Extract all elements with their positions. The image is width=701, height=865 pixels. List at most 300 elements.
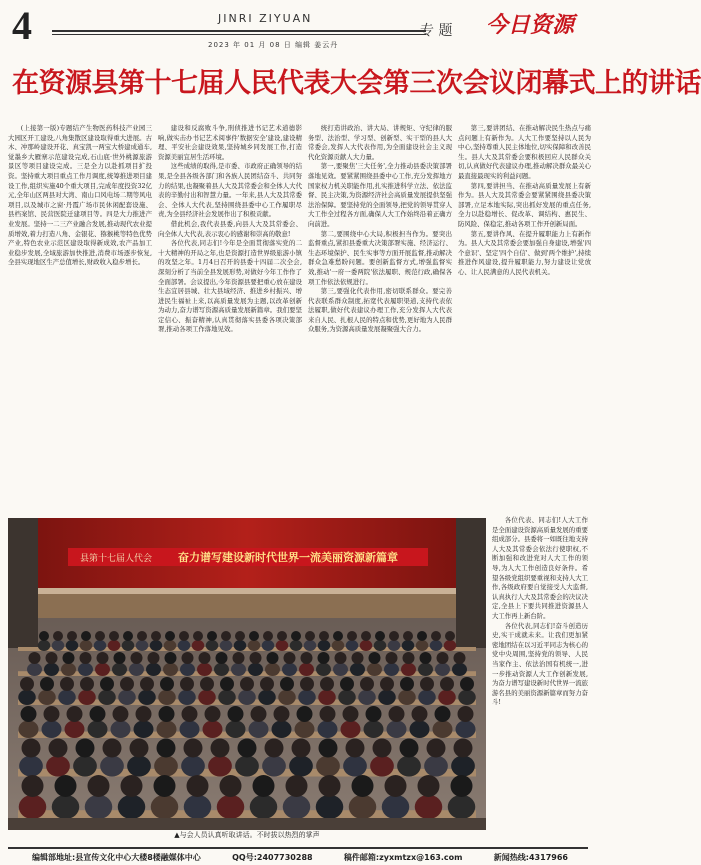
audience-member-body	[448, 795, 476, 819]
audience-member-body	[217, 795, 245, 819]
audience-member-body	[164, 640, 177, 651]
audience-member-body	[192, 640, 205, 651]
audience-member-head	[360, 677, 374, 691]
audience-member-head	[20, 677, 34, 691]
audience-member-head	[159, 706, 175, 722]
footer-email: 稿件邮箱:zyxmtzx@163.com	[343, 853, 463, 862]
audience-member-head	[123, 631, 133, 641]
audience-member-body	[364, 720, 384, 738]
audience-member-head	[305, 631, 315, 641]
audience-member-head	[454, 652, 466, 664]
audience-member-head	[431, 631, 441, 641]
audience-member-head	[373, 739, 392, 758]
audience-member-body	[378, 690, 396, 705]
audience-member-body	[382, 795, 410, 819]
paragraph: 第四,要讲担当、在推动高质量发展上有新作为。县人大及其常委会要紧紧围绕县委决策部署,立足本地实际,突出抓好发展的重点任务,全力以赴稳增长、促改革、调结构、惠民生、防风险、保稳定,推动各项工作开创新局面。	[458, 181, 591, 228]
audience-member-body	[452, 663, 467, 676]
audience-member-head	[251, 706, 267, 722]
audience-member-body	[58, 690, 76, 705]
audience-member-body	[178, 640, 191, 651]
audience-member-head	[420, 652, 432, 664]
audience-member-head	[199, 652, 211, 664]
newspaper-logo: 今日资源	[486, 12, 575, 38]
audience-member-body	[46, 756, 70, 777]
audience-member-head	[418, 775, 440, 797]
audience-member-body	[360, 640, 373, 651]
audience-member-head	[221, 631, 231, 641]
audience-member-body	[374, 640, 387, 651]
audience-member-head	[238, 739, 257, 758]
audience-member-head	[375, 631, 385, 641]
audience-member-body	[358, 690, 376, 705]
page-number: 4	[12, 3, 32, 48]
audience-member-head	[352, 652, 364, 664]
audience-member-body	[27, 663, 42, 676]
audience-member-head	[265, 739, 284, 758]
audience-member-head	[80, 652, 92, 664]
audience-member-head	[366, 706, 382, 722]
audience-member-body	[112, 663, 127, 676]
audience-member-head	[335, 652, 347, 664]
audience-member-head	[67, 706, 83, 722]
audience-member-body	[456, 720, 476, 738]
audience-member-head	[49, 739, 68, 758]
audience-member-head	[412, 706, 428, 722]
audience-member-head	[343, 706, 359, 722]
audience-member-body	[52, 640, 65, 651]
audience-member-head	[165, 652, 177, 664]
article-column-side	[492, 516, 588, 842]
audience-member-head	[120, 677, 134, 691]
audience-member-body	[80, 640, 93, 651]
audience-member-head	[346, 739, 365, 758]
audience-member-body	[134, 720, 154, 738]
audience-member-head	[211, 739, 230, 758]
footer-phone: 新闻热线:4317966	[493, 853, 568, 862]
footer-qq: QQ号:2407730288	[232, 853, 313, 862]
audience-member-head	[454, 739, 473, 758]
audience-member-head	[385, 775, 407, 797]
desk-row	[18, 732, 476, 738]
audience-member-head	[460, 677, 474, 691]
audience-member-body	[118, 690, 136, 705]
section-tag: 专 题	[420, 23, 453, 39]
audience-member-head	[233, 652, 245, 664]
audience-member-head	[352, 775, 374, 797]
audience-member-body	[346, 640, 359, 651]
audience-member-head	[280, 677, 294, 691]
audience-member-body	[418, 663, 433, 676]
audience-member-head	[80, 677, 94, 691]
audience-member-body	[316, 756, 340, 777]
audience-member-body	[19, 720, 39, 738]
audience-member-body	[397, 756, 421, 777]
audience-member-body	[424, 756, 448, 777]
audience-member-body	[451, 756, 475, 777]
audience-member-head	[263, 631, 273, 641]
audience-member-head	[333, 631, 343, 641]
paragraph: 建设和反腐败斗争,刑侦推进书记艺术道德影响,做实击办书记艺术阅事件'数据安全'建设,建设精理、平安社会建设效果,坚持城乡同发展工作,打造资源美丽宜居生活环境。	[158, 124, 302, 161]
audience-member-body	[401, 663, 416, 676]
audience-member-body	[203, 720, 223, 738]
audience-member-body	[95, 663, 110, 676]
audience-member-head	[151, 631, 161, 641]
audience-member-body	[129, 663, 144, 676]
audience-member-head	[253, 775, 275, 797]
audience-member-body	[416, 640, 429, 651]
audience-member-head	[458, 706, 474, 722]
audience-member-head	[21, 706, 37, 722]
audience-member-head	[130, 739, 149, 758]
audience-member-head	[451, 775, 473, 797]
audience-member-head	[114, 652, 126, 664]
headline: 在资源县第十七届人民代表大会第三次会议闭幕式上的讲话	[12, 68, 701, 99]
footer	[8, 847, 588, 863]
audience-member-body	[367, 663, 382, 676]
audience-member-head	[228, 706, 244, 722]
audience-member-head	[22, 775, 44, 797]
article-body	[8, 124, 591, 516]
audience-member-head	[292, 739, 311, 758]
audience-member-body	[61, 663, 76, 676]
audience-member-head	[249, 631, 259, 641]
audience-member-head	[403, 631, 413, 641]
audience-member-body	[238, 690, 256, 705]
audience-member-body	[208, 756, 232, 777]
audience-member-head	[22, 739, 41, 758]
audience-member-body	[127, 756, 151, 777]
audience-member-head	[29, 652, 41, 664]
audience-member-body	[38, 640, 51, 651]
audience-member-head	[435, 706, 451, 722]
paragraph: 第三,要讲团结、在推动解决民生热点与痛点问题上有新作为。人大工作要坚持以人民为中心,坚持尊重人民主体地位,切实保障和改善民生。县人大及其常委会要积极回应人民群众关切,认真做好代表建议办理,推动解决群众最关心最直接最现实的利益问题。	[458, 124, 591, 180]
audience-member-body	[52, 795, 80, 819]
audience-member-body	[316, 663, 331, 676]
audience-member-body	[304, 640, 317, 651]
audience-member-body	[289, 756, 313, 777]
dateline: 2023 年 01 月 08 日 编辑 姜云丹	[208, 41, 339, 49]
audience-member-head	[63, 652, 75, 664]
audience-member-head	[319, 775, 341, 797]
audience-member-body	[111, 720, 131, 738]
audience-member-body	[276, 640, 289, 651]
audience-member-body	[151, 795, 179, 819]
audience-member-body	[388, 640, 401, 651]
audience-member-body	[118, 795, 146, 819]
audience-member-body	[333, 663, 348, 676]
audience-member-body	[250, 795, 278, 819]
audience-member-head	[184, 739, 203, 758]
audience-member-body	[184, 795, 212, 819]
audience-member-body	[94, 640, 107, 651]
audience-member-body	[433, 720, 453, 738]
audience-member-head	[320, 677, 334, 691]
audience-member-body	[65, 720, 85, 738]
audience-member-body	[146, 663, 161, 676]
audience-member-body	[214, 663, 229, 676]
article-column-4	[458, 124, 591, 516]
audience-member-body	[98, 690, 116, 705]
audience-member-body	[220, 640, 233, 651]
audience-member-body	[180, 720, 200, 738]
audience-member-body	[338, 690, 356, 705]
audience-member-body	[218, 690, 236, 705]
article-column-3	[308, 124, 452, 516]
audience-member-body	[444, 640, 457, 651]
audience-member-head	[297, 706, 313, 722]
audience-member-head	[319, 631, 329, 641]
audience-member-head	[400, 677, 414, 691]
audience-member-head	[182, 706, 198, 722]
audience-member-head	[340, 677, 354, 691]
audience-member-body	[180, 663, 195, 676]
audience-member-body	[298, 690, 316, 705]
audience-member-head	[109, 631, 119, 641]
audience-member-head	[157, 739, 176, 758]
paragraph: 各位代表、同志们!人大工作是全面建设资源高质量发展的重要组成部分。县委将一如既往地支持人大及其常委会依法行使职权,不断加强和改进党对人大工作的领导,为人大工作创造良好条件。希望各级党组织要重视和支持人大工作,各级政府要自觉接受人大监督,认真执行人大及其常委会的决议决定,全县上下要共同推进资源县人大工作再上新台阶。	[492, 516, 588, 620]
paragraph: 借此机会,我代表县委,向县人大及其常委会、向全体人大代表,表示衷心的感谢和崇高的敬意!	[158, 219, 302, 238]
audience-member-body	[418, 690, 436, 705]
audience-member-body	[231, 663, 246, 676]
article-column-2	[158, 124, 302, 516]
audience-member-body	[178, 690, 196, 705]
audience-member-body	[234, 640, 247, 651]
audience-member-head	[220, 775, 242, 797]
audience-member-head	[220, 677, 234, 691]
audience-member-head	[193, 631, 203, 641]
audience-member-body	[318, 640, 331, 651]
audience-member-head	[44, 706, 60, 722]
photo-caption: ▲与会人员认真听取讲话。不时拔以热烈的掌声	[174, 831, 320, 839]
audience-member-head	[88, 775, 110, 797]
audience-member-body	[158, 690, 176, 705]
audience-member-head	[148, 652, 160, 664]
audience-member-body	[157, 720, 177, 738]
paragraph: 这些成绩的取得,是市委、市政府正确领导的结果,是全县各级各部门和各族人民团结奋斗、共同努力的结果,也凝聚着县人大及其常委会和全体人大代表的辛勤付出和智慧力量。一年来,县人大及其常委会、全体人大代表,坚持围绕县委中心工作履职尽责,为全县经济社会发展作出了积极贡献。	[158, 162, 302, 219]
audience-member-head	[440, 677, 454, 691]
audience-member-head	[53, 631, 63, 641]
audience-member-head	[240, 677, 254, 691]
audience-member-head	[131, 652, 143, 664]
paragraph: 第五,要讲作风、在提升履职能力上有新作为。县人大及其常委会要加强自身建设,增强'四个意识'、坚定'四个自信'、做到'两个维护',持续推进作风建设,提升履职能力,努力建设让党放心、让人民满意的人民代表机关。	[458, 229, 591, 276]
audience-member-head	[46, 652, 58, 664]
audience-member-body	[181, 756, 205, 777]
audience-member-head	[180, 677, 194, 691]
paragraph: 统打造讲政治、讲大局、讲规矩、守纪律的服务型、法治型、学习型、创新型、实干型的县人大常委会,发挥人大代表作用,为全面建设社会主义现代化资源贡献人大力量。	[308, 124, 452, 161]
audience-member-head	[60, 677, 74, 691]
audience-member-body	[78, 690, 96, 705]
masthead	[8, 3, 588, 56]
audience-member-body	[249, 720, 269, 738]
audience-member-body	[136, 640, 149, 651]
audience-member-head	[267, 652, 279, 664]
audience-member-body	[18, 690, 36, 705]
audience-member-head	[386, 652, 398, 664]
audience-member-body	[262, 756, 286, 777]
audience-member-head	[250, 652, 262, 664]
audience-member-head	[319, 739, 338, 758]
audience-member-head	[160, 677, 174, 691]
audience-member-head	[417, 631, 427, 641]
conference-hall-illustration	[8, 518, 486, 830]
audience-member-body	[318, 720, 338, 738]
paragraph: 各位代表,同志们!今年是全面贯彻落实党的二十大精神的开局之年,也是资源打造世界级旅游小镇的攻坚之年。1月4日召开的县委十四届二次全会,深刻分析了当前全县发展形势,对做好今年工作作了全面部署。会议提出,今年资源县要把重心放在建设生态宜居县城、壮大县域经济、推进乡村振兴、增进民生福祉上来,以高质量发展为主题,以改革创新为动力,奋力谱写资源高质量发展新篇章。我们要坚定信心、振奋精神,认真贯彻落实县委各项决策部署,推动各项工作落地见效。	[158, 239, 302, 334]
audience-member-head	[55, 775, 77, 797]
article-column-1	[8, 124, 152, 516]
audience-member-body	[38, 690, 56, 705]
audience-member-head	[427, 739, 446, 758]
audience-member-head	[235, 631, 245, 641]
audience-member-head	[403, 652, 415, 664]
audience-member-body	[282, 663, 297, 676]
audience-member-body	[108, 640, 121, 651]
audience-member-head	[318, 652, 330, 664]
paragraph: 各位代表,同志们!奋斗创造历史,实干成就未来。让我们更加紧密地团结在以习近平同志为核心的党中央周围,坚持党的领导、人民当家作主、依法治国有机统一,进一步推动资源人大工作创新发展,为奋力谱写建设新时代世界一流旅游名县的美丽资源新篇章而努力奋斗!	[492, 621, 588, 707]
audience-member-body	[415, 795, 443, 819]
audience-member-body	[44, 663, 59, 676]
audience-member-body	[295, 720, 315, 738]
audience-member-head	[121, 775, 143, 797]
audience-member-body	[73, 756, 97, 777]
audience-member-head	[81, 631, 91, 641]
audience-member-body	[248, 640, 261, 651]
audience-member-body	[258, 690, 276, 705]
audience-member-head	[216, 652, 228, 664]
audience-member-body	[435, 663, 450, 676]
audience-member-body	[316, 795, 344, 819]
audience-member-head	[277, 631, 287, 641]
audience-member-body	[78, 663, 93, 676]
audience-member-body	[283, 795, 311, 819]
audience-member-body	[410, 720, 430, 738]
masthead-rule	[52, 30, 426, 32]
audience-member-head	[95, 631, 105, 641]
audience-member-body	[272, 720, 292, 738]
audience-member-body	[226, 720, 246, 738]
audience-member-body	[154, 756, 178, 777]
audience-member-head	[420, 677, 434, 691]
audience-member-head	[301, 652, 313, 664]
audience-member-body	[318, 690, 336, 705]
audience-member-body	[278, 690, 296, 705]
audience-member-head	[361, 631, 371, 641]
audience-member-body	[235, 756, 259, 777]
audience-member-head	[400, 739, 419, 758]
audience-member-body	[384, 663, 399, 676]
audience-member-body	[198, 690, 216, 705]
audience-member-head	[300, 677, 314, 691]
audience-member-head	[207, 631, 217, 641]
audience-member-body	[163, 663, 178, 676]
audience-member-head	[140, 677, 154, 691]
audience-member-body	[19, 756, 43, 777]
audience-member-head	[136, 706, 152, 722]
audience-member-body	[370, 756, 394, 777]
audience-member-head	[113, 706, 129, 722]
audience-member-body	[265, 663, 280, 676]
audience-member-body	[85, 795, 113, 819]
audience-member-head	[187, 775, 209, 797]
audience-member-head	[260, 677, 274, 691]
audience-member-body	[122, 640, 135, 651]
audience-member-body	[343, 756, 367, 777]
banner-text: 奋力谱写建设新时代世界一流美丽资源新篇章	[178, 551, 398, 564]
audience-member-head	[103, 739, 122, 758]
audience-member-head	[200, 677, 214, 691]
masthead-rule-thin	[52, 34, 426, 35]
audience-member-body	[100, 756, 124, 777]
audience-member-body	[197, 663, 212, 676]
audience-member-body	[88, 720, 108, 738]
audience-member-head	[291, 631, 301, 641]
paragraph: 第三,要强化代表作用,密切联系群众。要完善代表联系群众制度,拓宽代表履职渠道,支持代表依法履职,做好代表建议办理工作,充分发挥人大代表来自人民、扎根人民的特点和优势,更好地为人民群众服务,为资源高质量发展凝聚强大合力。	[308, 287, 452, 334]
audience-member-body	[66, 640, 79, 651]
audience-member-head	[39, 631, 49, 641]
audience-member-head	[67, 631, 77, 641]
audience-member-head	[369, 652, 381, 664]
audience-member-head	[286, 775, 308, 797]
audience-member-body	[430, 640, 443, 651]
paragraph: (上接第一版)专题结产生物医药科技产业园三大园区开工建设,八角集散区建设取得重大进展。古木、冲那岭建设开花、真宝凯一两宝大桥建成通车,觉墨乡大雁寨示范建设完成,石山底·世外桃源旅游景区等项目建设完成。三是全力以赴抓项目扩投资。坚持重大项目重点工作月调度,统筹推进项目建设工作,组织实施40个重大项目,完成年度投资32亿元,全年山区两县对大湾、南山口风电场二期等风电项目,以及城市之窗·丹霞广场市民休闲配套设施、县档案馆、民营医院迁建项目等。四是大力推进产业发展。坚持一二三产业融合发展,推动现代农业提质增效,着力打造八角、金银花、猕猴桃等特色优势产业,特色农业示范区建设取得新成效,农产品加工业稳步发展,全域旅游加快推进,消费市场逐步恢复,全县实现地区生产总值增长,财政收入稳步增长。	[8, 124, 152, 267]
audience-member-head	[100, 677, 114, 691]
audience-member-body	[138, 690, 156, 705]
audience-member-body	[387, 720, 407, 738]
audience-member-body	[19, 795, 47, 819]
audience-member-head	[137, 631, 147, 641]
footer-address: 编辑部地址:县宣传文化中心大楼8楼融媒体中心	[32, 853, 201, 862]
audience-member-head	[179, 631, 189, 641]
audience-member-head	[380, 677, 394, 691]
audience-member-body	[248, 663, 263, 676]
audience-member-head	[389, 631, 399, 641]
audience-member-head	[205, 706, 221, 722]
audience-member-head	[274, 706, 290, 722]
audience-member-head	[97, 652, 109, 664]
audience-member-body	[350, 663, 365, 676]
audience-member-body	[299, 663, 314, 676]
audience-member-body	[206, 640, 219, 651]
audience-member-head	[347, 631, 357, 641]
audience-member-body	[438, 690, 456, 705]
audience-member-head	[320, 706, 336, 722]
audience-member-head	[182, 652, 194, 664]
audience-member-body	[349, 795, 377, 819]
audience-member-body	[458, 690, 476, 705]
newspaper-pinyin: JINRI ZIYUAN	[218, 12, 313, 25]
audience-member-head	[389, 706, 405, 722]
audience-member-body	[290, 640, 303, 651]
audience-member-body	[341, 720, 361, 738]
audience-member-body	[150, 640, 163, 651]
audience-member-body	[402, 640, 415, 651]
audience-member-body	[262, 640, 275, 651]
paragraph: 第二,要围绕中心大局,积极担当作为。要突出监督重点,紧扣县委重大决策部署实施、经济运行、生态环境保护、民生实事等方面开展监督,推动解决群众急难愁盼问题。要创新监督方式,增强监督实效,推动'一府一委两院'依法履职、规范行政,确保各项工作依法依规进行。	[308, 229, 452, 286]
audience-member-head	[437, 652, 449, 664]
audience-member-head	[154, 775, 176, 797]
audience-member-head	[90, 706, 106, 722]
paragraph: 第一,要聚焦'三大任务',全力推动县委决策部署落地见效。要紧紧围绕县委中心工作,充分发挥地方国家权力机关职能作用,扎实推进科学立法、依法监督、民主决策,为资源经济社会高质量发展提供坚强法治保障。要坚持党的全面领导,把党的领导贯穿人大工作全过程各方面,确保人大工作始终沿着正确方向前进。	[308, 162, 452, 228]
audience-member-head	[284, 652, 296, 664]
audience-member-body	[332, 640, 345, 651]
audience-member-head	[40, 677, 54, 691]
banner-prefix: 县第十七届人代会	[80, 554, 153, 564]
audience-member-head	[76, 739, 95, 758]
conference-photo	[8, 518, 486, 830]
audience-member-head	[445, 631, 455, 641]
audience-member-body	[398, 690, 416, 705]
audience-member-body	[42, 720, 62, 738]
audience-member-head	[165, 631, 175, 641]
